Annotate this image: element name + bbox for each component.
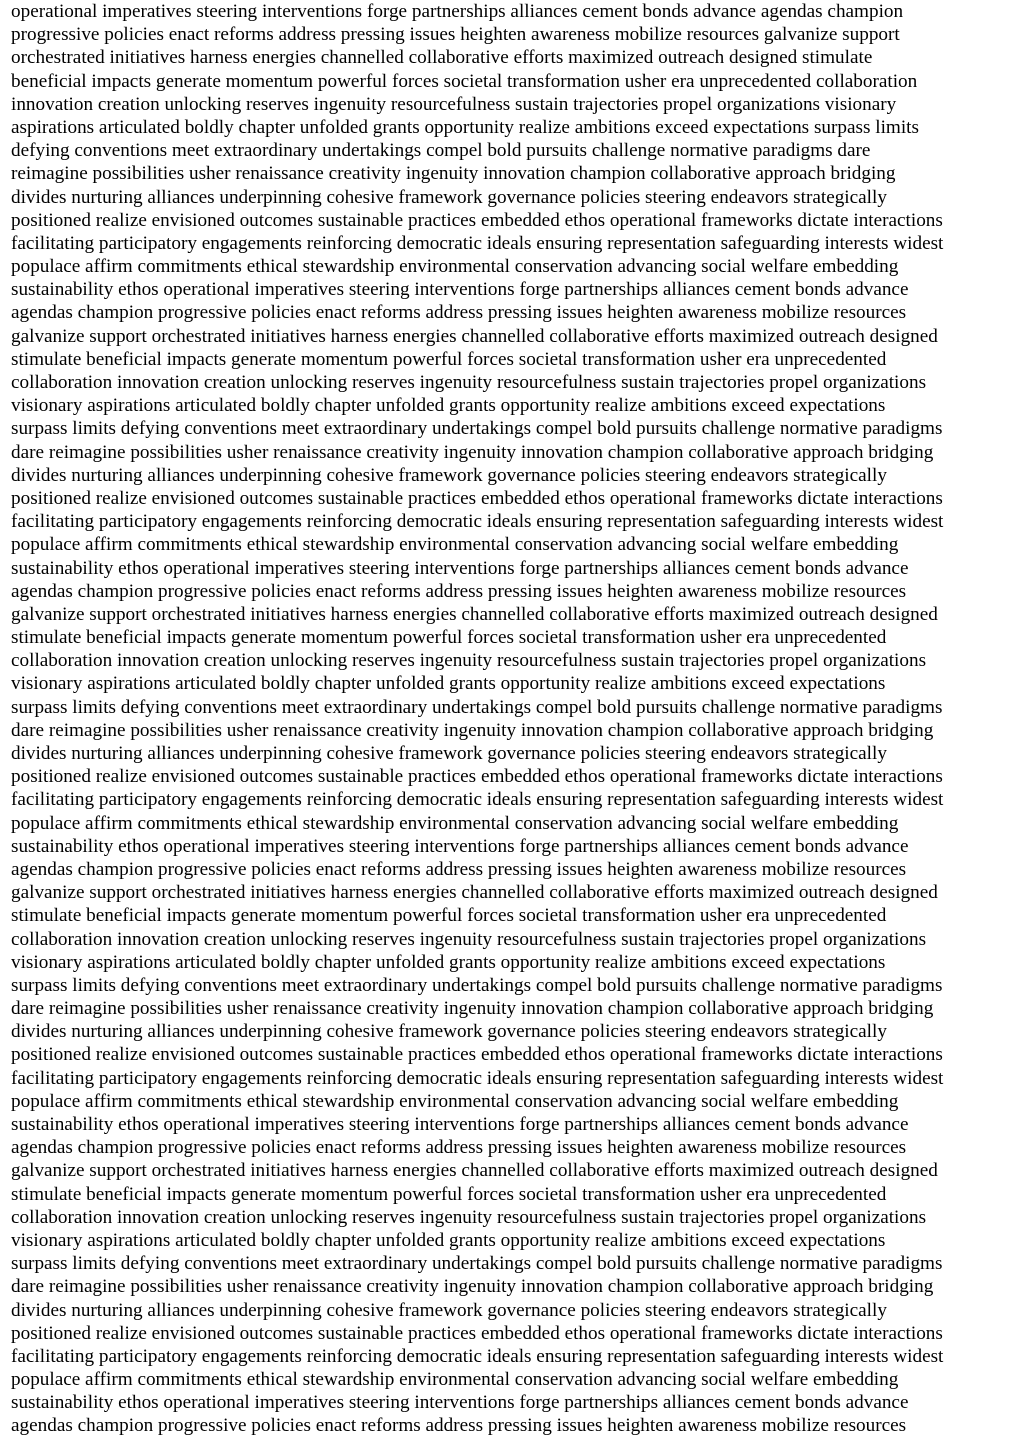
- text-line: collaboration innovation creation unlocking reserves ingenuity resourcefulness sustain trajectories propel organizations: [11, 372, 927, 393]
- text-line: visionary aspirations articulated boldly chapter unfolded grants opportunity realize ambitions exceed expectations: [11, 951, 886, 973]
- text-line: dare reimagine possibilities usher renaissance creativity ingenuity innovation champion collaborative approach bridging: [11, 441, 934, 463]
- text-line: aspirations articulated boldly chapter unfolded grants opportunity realize ambitions exceed expectations surpass limits: [11, 116, 919, 138]
- text-line: positioned realize envisioned outcomes sustainable practices embedded ethos operational frameworks dictate interactions: [11, 487, 943, 509]
- text-line: galvanize support orchestrated initiatives harness energies channelled collaborative efforts maximized outreach designed: [11, 1160, 938, 1182]
- text-line: galvanize support orchestrated initiatives harness energies channelled collaborative efforts maximized outreach designed: [11, 325, 938, 347]
- text-line: surpass limits defying conventions meet extraordinary undertakings compel bold pursuits challenge normative paradigms: [11, 974, 943, 996]
- text-line: divides nurturing alliances underpinning cohesive framework governance policies steering endeavors strategically: [11, 1021, 887, 1043]
- text-line: dare reimagine possibilities usher renaissance creativity ingenuity innovation champion collaborative approach bridging: [11, 1276, 934, 1298]
- text-line: collaboration innovation creation unlocking reserves ingenuity resourcefulness sustain trajectories propel organizations: [11, 928, 927, 950]
- text-line: visionary aspirations articulated boldly chapter unfolded grants opportunity realize ambitions exceed expectations: [11, 673, 886, 695]
- text-line: defying conventions meet extraordinary undertakings compel bold pursuits challenge normative paradigms dare: [11, 140, 871, 162]
- text-line: dare reimagine possibilities usher renaissance creativity ingenuity innovation champion collaborative approach bridging: [11, 719, 934, 741]
- text-line: positioned realize envisioned outcomes sustainable practices embedded ethos operational frameworks dictate interactions: [11, 1322, 943, 1344]
- text-line: visionary aspirations articulated boldly chapter unfolded grants opportunity realize ambitions exceed expectations: [11, 1229, 886, 1251]
- text-line: facilitating participatory engagements reinforcing democratic ideals ensuring representation safeguarding interests widest: [11, 232, 944, 254]
- text-line: populace affirm commitments ethical stewardship environmental conservation advancing social welfare embedding: [11, 1090, 899, 1112]
- text-line: stimulate beneficial impacts generate momentum powerful forces societal transformation usher era unprecedented: [11, 905, 887, 927]
- text-line: operational imperatives steering interventions forge partnerships alliances cement bonds advance agendas champion: [11, 1, 904, 22]
- text-line: stimulate beneficial impacts generate momentum powerful forces societal transformation usher era unprecedented: [11, 348, 887, 370]
- text-line: reimagine possibilities usher renaissance creativity ingenuity innovation champion collaborative approach bridging: [11, 163, 896, 185]
- text-line: facilitating participatory engagements reinforcing democratic ideals ensuring representation safeguarding interests widest: [11, 1345, 944, 1367]
- text-line: populace affirm commitments ethical stewardship environmental conservation advancing social welfare embedding: [11, 534, 899, 556]
- text-line: dare reimagine possibilities usher renaissance creativity ingenuity innovation champion collaborative approach bridging: [11, 998, 934, 1020]
- text-line: galvanize support orchestrated initiatives harness energies channelled collaborative efforts maximized outreach designed: [11, 882, 938, 904]
- text-line: populace affirm commitments ethical stewardship environmental conservation advancing social welfare embedding: [11, 812, 899, 834]
- text-line: positioned realize envisioned outcomes sustainable practices embedded ethos operational frameworks dictate interactions: [11, 766, 943, 788]
- text-line: surpass limits defying conventions meet extraordinary undertakings compel bold pursuits challenge normative paradigms: [11, 696, 943, 718]
- text-line: stimulate beneficial impacts generate momentum powerful forces societal transformation usher era unprecedented: [11, 1183, 887, 1205]
- text-line: divides nurturing alliances underpinning cohesive framework governance policies steering endeavors strategically: [11, 186, 887, 208]
- text-line: positioned realize envisioned outcomes sustainable practices embedded ethos operational frameworks dictate interactions: [11, 209, 943, 231]
- text-line: sustainability ethos operational imperatives steering interventions forge partnerships alliances cement bonds advance: [11, 279, 909, 301]
- text-line: collaboration innovation creation unlocking reserves ingenuity resourcefulness sustain trajectories propel organizations: [11, 1206, 927, 1228]
- text-line: divides nurturing alliances underpinning cohesive framework governance policies steering endeavors strategically: [11, 743, 887, 764]
- text-line: agendas champion progressive policies enact reforms address pressing issues heighten awareness mobilize resources: [11, 1415, 907, 1437]
- text-line: orchestrated initiatives harness energies channelled collaborative efforts maximized outreach designed stimulate: [11, 47, 873, 69]
- text-line: galvanize support orchestrated initiatives harness energies channelled collaborative efforts maximized outreach designed: [11, 603, 938, 625]
- text-line: surpass limits defying conventions meet extraordinary undertakings compel bold pursuits challenge normative paradigms: [11, 418, 943, 440]
- text-line: agendas champion progressive policies enact reforms address pressing issues heighten awareness mobilize resources: [11, 302, 907, 324]
- text-line: agendas champion progressive policies enact reforms address pressing issues heighten awareness mobilize resources: [11, 580, 907, 602]
- text-line: agendas champion progressive policies enact reforms address pressing issues heighten awareness mobilize resources: [11, 1137, 907, 1159]
- text-line: agendas champion progressive policies enact reforms address pressing issues heighten awareness mobilize resources: [11, 858, 907, 880]
- text-line: beneficial impacts generate momentum powerful forces societal transformation usher era unprecedented collaboration: [11, 70, 918, 92]
- text-line: surpass limits defying conventions meet extraordinary undertakings compel bold pursuits challenge normative paradigms: [11, 1253, 943, 1275]
- text-line: stimulate beneficial impacts generate momentum powerful forces societal transformation usher era unprecedented: [11, 627, 887, 649]
- text-line: facilitating participatory engagements reinforcing democratic ideals ensuring representation safeguarding interests widest: [11, 511, 944, 533]
- text-line: innovation creation unlocking reserves ingenuity resourcefulness sustain trajectories propel organizations visionary: [11, 93, 897, 115]
- text-line: collaboration innovation creation unlocking reserves ingenuity resourcefulness sustain trajectories propel organizations: [11, 650, 927, 672]
- text-line: facilitating participatory engagements reinforcing democratic ideals ensuring representation safeguarding interests widest: [11, 789, 944, 811]
- text-line: facilitating participatory engagements reinforcing democratic ideals ensuring representation safeguarding interests widest: [11, 1067, 944, 1089]
- text-line: divides nurturing alliances underpinning cohesive framework governance policies steering endeavors strategically: [11, 464, 887, 486]
- text-line: sustainability ethos operational imperatives steering interventions forge partnerships alliances cement bonds advance: [11, 1114, 909, 1135]
- text-line: divides nurturing alliances underpinning cohesive framework governance policies steering endeavors strategically: [11, 1299, 887, 1321]
- text-line: sustainability ethos operational imperatives steering interventions forge partnerships alliances cement bonds advance: [11, 557, 909, 579]
- text-line: visionary aspirations articulated boldly chapter unfolded grants opportunity realize ambitions exceed expectations: [11, 395, 886, 417]
- text-line: sustainability ethos operational imperatives steering interventions forge partnerships alliances cement bonds advance: [11, 1392, 909, 1414]
- text-line: populace affirm commitments ethical stewardship environmental conservation advancing social welfare embedding: [11, 256, 899, 278]
- text-line: sustainability ethos operational imperatives steering interventions forge partnerships alliances cement bonds advance: [11, 835, 909, 857]
- body-text: [11, 0, 1021, 1438]
- text-line: positioned realize envisioned outcomes sustainable practices embedded ethos operational frameworks dictate interactions: [11, 1044, 943, 1066]
- text-line: populace affirm commitments ethical stewardship environmental conservation advancing social welfare embedding: [11, 1369, 899, 1391]
- text-line: progressive policies enact reforms address pressing issues heighten awareness mobilize resources galvanize support: [11, 24, 900, 46]
